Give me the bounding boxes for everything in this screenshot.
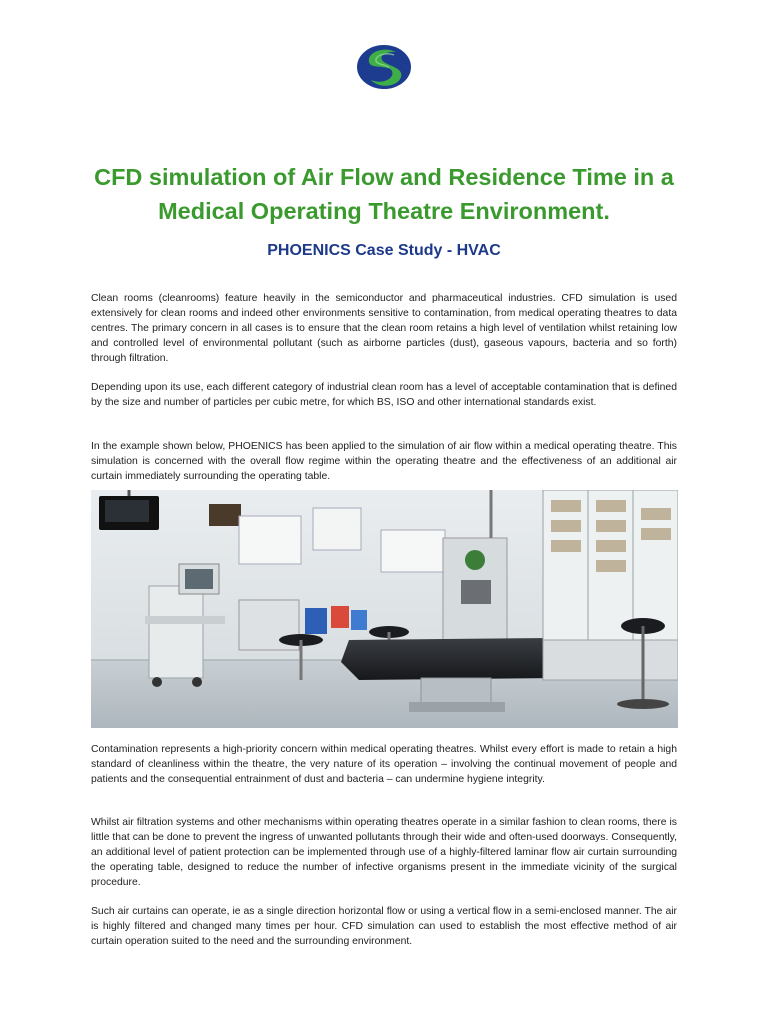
paragraph-contamination-concern: Contamination represents a high-priority concern within medical operating theatres. Whilst every effort is made to retain a high standard of cleanliness within the theatre, the very nature of its operation – involving the continual movement of people and patients and the consequential entrainment of dust and bacteria – can undermine hygiene integrity.	[91, 744, 677, 785]
paragraph-air-curtains: Such air curtains can operate, ie as a single direction horizontal flow or using a vertical flow in a semi-enclosed manner. The air is highly filtered and changed many times per hour. CFD simulation can used to establish the most effective method of air curtain operation suited to the need and the surrounding environment.	[91, 906, 677, 947]
company-logo	[356, 43, 412, 91]
page-title: CFD simulation of Air Flow and Residence Time in a Medical Operating Theatre Environment.	[94, 164, 674, 224]
paragraph-example: In the example shown below, PHOENICS has been applied to the simulation of air flow within a medical operating theatre. This simulation is concerned with the overall flow regime within the operating theatre and the effectiveness of an additional air curtain immediately surrounding the operating table.	[91, 441, 677, 482]
paragraph-contamination-levels: Depending upon its use, each different category of industrial clean room has a level of acceptable contamination that is defined by the size and number of particles per cubic metre, for which BS, ISO and other international standards exist.	[91, 382, 677, 408]
paragraph-air-filtration: Whilst air filtration systems and other mechanisms within operating theatres operate in a similar fashion to clean rooms, there is little that can be done to prevent the ingress of unwanted pollutants through their wide and often-used doorways. Consequently, an additional level of patient protection can be implemented through use of a highly-filtered laminar flow air curtain surrounding the operating table, designed to reduce the number of infective organisms present in the immediate vicinity of the surgical procedure.	[91, 817, 677, 888]
operating-theatre-photo	[91, 490, 678, 728]
page-subtitle: PHOENICS Case Study - HVAC	[267, 242, 501, 259]
company-swirl-logo-icon	[356, 43, 412, 91]
paragraph-clean-rooms: Clean rooms (cleanrooms) feature heavily in the semiconductor and pharmaceutical industries. CFD simulation is used extensively for clean rooms and indeed other environments sensitive to contamination, from medical operating theatres to data centres. The primary concern in all cases is to ensure that the clean room retains a high level of ventilation whilst retaining low and controlled level of environmental pollutant (such as airborne particles (dust), gaseous vapours, bacteria and so forth) through filtration.	[91, 293, 677, 364]
